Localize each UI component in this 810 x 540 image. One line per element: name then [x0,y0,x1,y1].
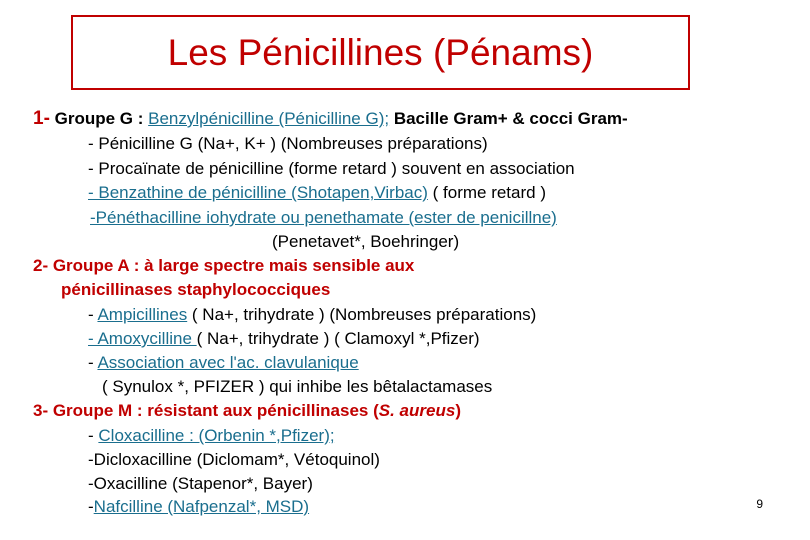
group-g-rest: Bacille Gram+ & cocci Gram- [389,109,628,128]
penethacilline-link[interactable]: -Pénéthacilline iohydrate ou penethamate (ester de penicillne) [90,208,557,227]
page-number: 9 [756,497,763,511]
amoxycilline-rest: ( Na+, trihydrate ) ( Clamoxyl *,Pfizer) [196,329,480,348]
bullet: - [88,353,98,372]
benzathine-link[interactable]: - Benzathine de pénicilline (Shotapen,Virbac) [88,183,428,202]
group-g-number: 1- [33,108,50,129]
list-item: -Dicloxacilline (Diclomam*, Vétoquinol) [88,450,380,469]
bullet: - [88,305,98,324]
benzathine-line [88,183,546,203]
list-item: - Pénicilline G (Na+, K+ ) (Nombreuses préparations) [88,134,488,153]
ampicillines-rest: ( Na+, trihydrate ) (Nombreuses préparations) [187,305,537,324]
association-line [88,353,359,373]
list-item: -Oxacilline (Stapenor*, Bayer) [88,474,313,493]
group-g-heading [33,109,628,129]
group-a-heading: 2- Groupe A : à large spectre mais sensible aux [33,256,415,275]
association-link[interactable]: Association avec l'ac. clavulanique [97,353,359,372]
group-a-heading-cont: pénicillinases staphylococciques [61,280,331,299]
benzathine-rest: ( forme retard ) [427,183,546,202]
penethacilline-line [90,208,557,228]
page-title: Les Pénicillines (Pénams) [167,31,594,73]
group-m-label: 3- Groupe M : résistant aux pénicillinases ( [33,401,379,420]
group-m-label-end: ) [455,401,461,420]
benzylpenicilline-link[interactable]: Benzylpénicilline (Pénicilline G); [148,109,390,128]
bullet: - [88,426,99,445]
ampicillines-line [88,305,536,325]
cloxacilline-link[interactable]: Cloxacilline : (Orbenin *,Pfizer); [98,426,335,445]
group-g-label: Groupe G : [49,109,149,128]
association-cont: ( Synulox *, PFIZER ) qui inhibe les bêtalactamases [102,377,493,396]
group-m-organism: S. aureus [378,401,456,420]
amoxycilline-line [88,329,480,349]
amoxycilline-link[interactable]: - Amoxycilline [88,329,197,348]
title-box [71,15,690,90]
nafcilline-line [88,497,309,517]
list-item: - Procaïnate de pénicilline (forme retard ) souvent en association [88,159,575,178]
bullet: - [88,497,94,516]
cloxacilline-line [88,426,335,446]
group-m-heading [33,401,461,421]
penethacilline-cont: (Penetavet*, Boehringer) [272,232,460,251]
ampicillines-link[interactable]: Ampicillines [97,305,188,324]
nafcilline-link[interactable]: Nafcilline (Nafpenzal*, MSD) [93,497,310,516]
